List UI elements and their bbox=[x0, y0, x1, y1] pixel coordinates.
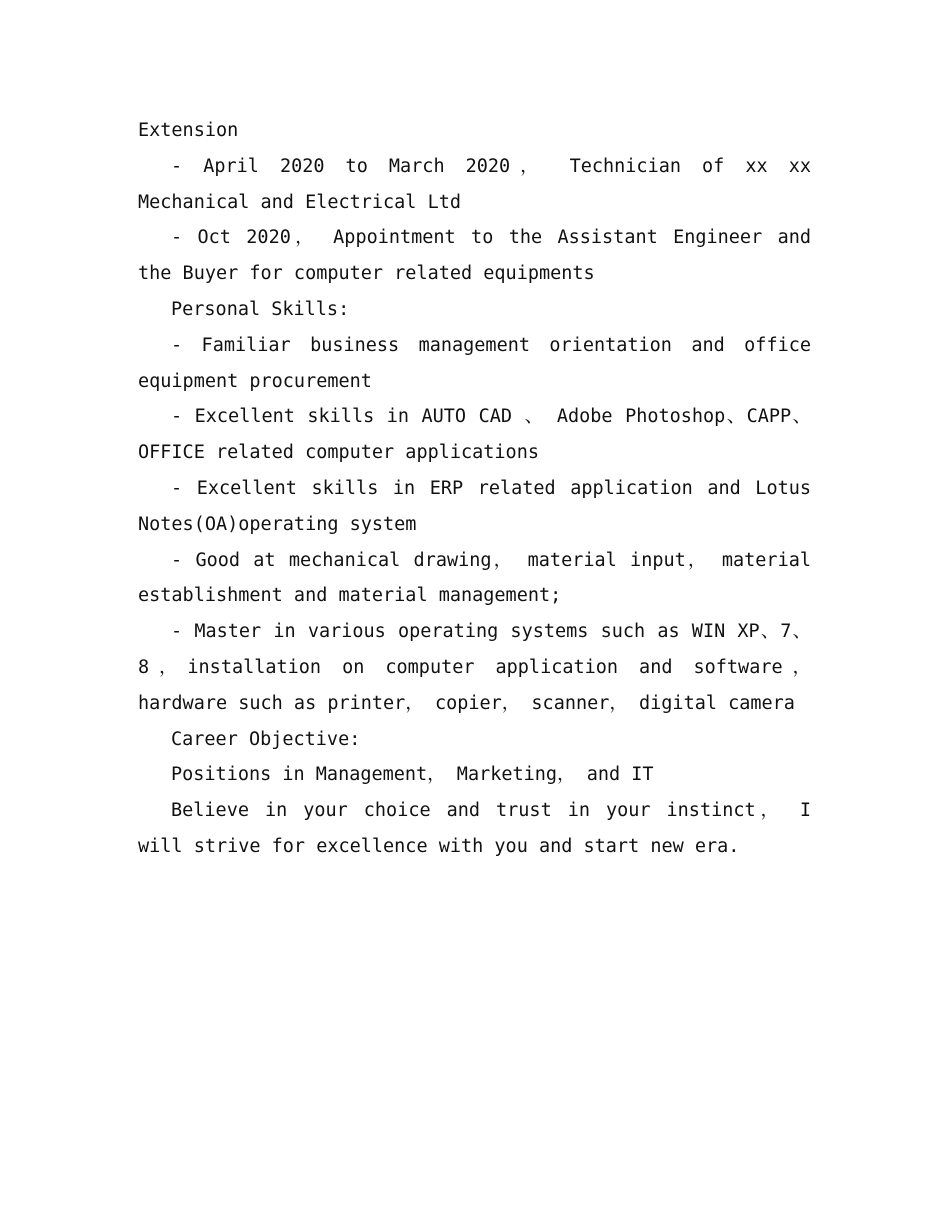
paragraph-assistant-engineer: - Oct 2020， Appointment to the Assistant Engineer and the Buyer for computer related equipments bbox=[138, 227, 811, 285]
skill-autocad-photoshop: - Excellent skills in AUTO CAD 、 Adobe Photoshop、CAPP、OFFICE related computer applications bbox=[138, 406, 811, 464]
heading-personal-skills: Personal Skills: bbox=[171, 298, 350, 320]
skill-operating-systems: - Master in various operating systems such as WIN XP、7、8，installation on computer application and software，hardware such as printer， copier， scanner， digital camera bbox=[138, 621, 811, 714]
document-body bbox=[138, 113, 811, 865]
heading-career-objective: Career Objective: bbox=[171, 728, 361, 750]
closing-statement: Believe in your choice and trust in your instinct， I will strive for excellence with you and start new era. bbox=[138, 800, 811, 857]
paragraph-technician-role: - April 2020 to March 2020， Technician of xx xx Mechanical and Electrical Ltd bbox=[138, 155, 811, 213]
skill-mechanical-drawing: - Good at mechanical drawing， material input， material establishment and material management; bbox=[138, 549, 811, 607]
objective-positions: Positions in Management， Marketing， and IT bbox=[171, 764, 654, 786]
paragraph-extension: Extension bbox=[138, 120, 239, 141]
skill-erp-lotus: - Excellent skills in ERP related application and Lotus Notes(OA)operating system bbox=[138, 477, 811, 535]
skill-business-management: - Familiar business management orientation and office equipment procurement bbox=[138, 334, 811, 392]
